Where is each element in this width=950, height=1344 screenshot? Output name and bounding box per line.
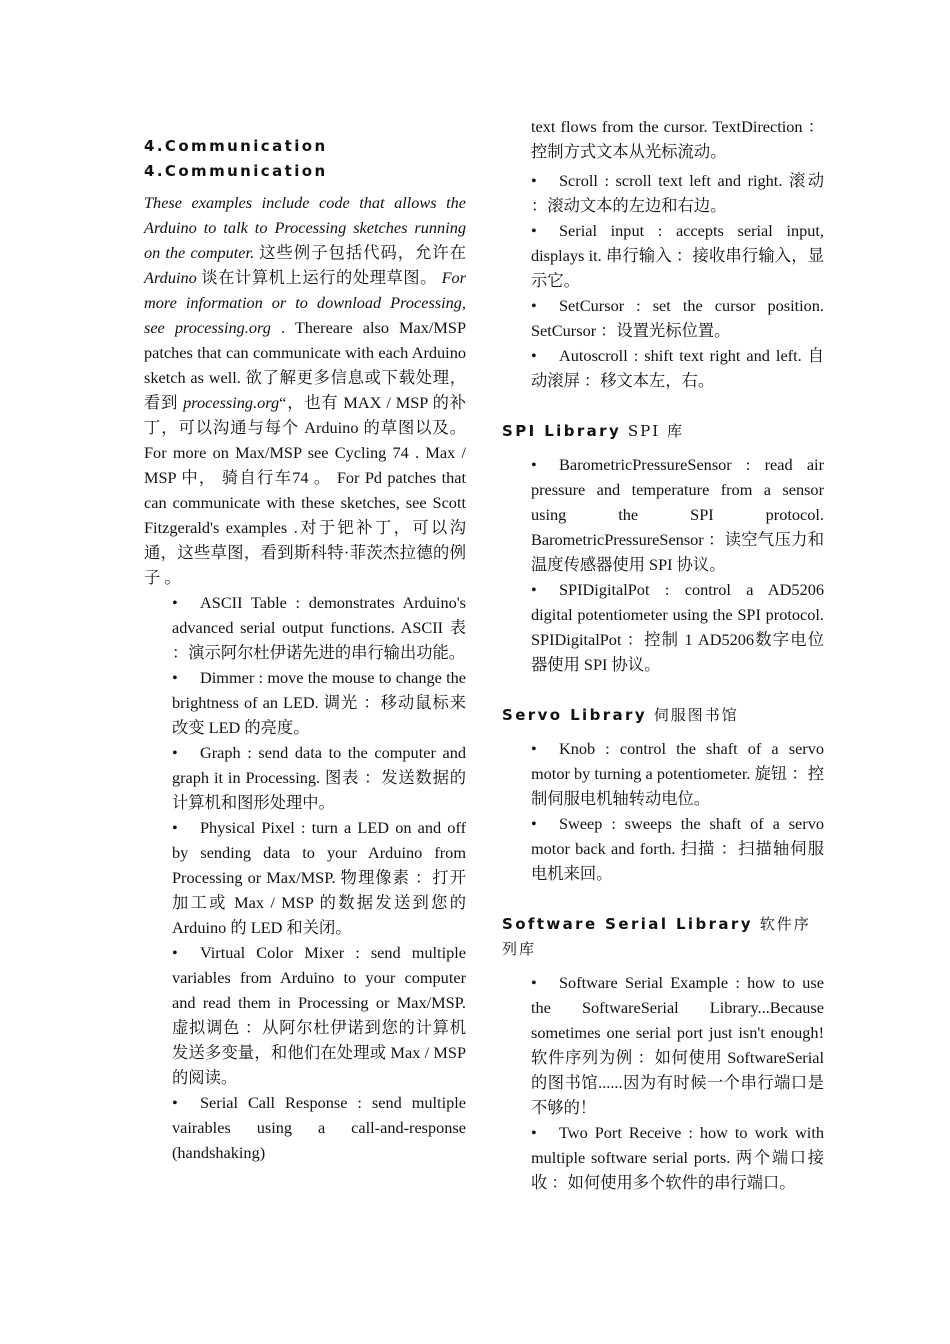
- list-item-setcursor: • SetCursor : set the cursor position. SetCursor ：设置光标位置。: [531, 293, 824, 343]
- list-item-physical-pixel: • Physical Pixel : turn a LED on and off by sending data to your Arduino from Processing or Max/MSP. 物理像素 ：打开加工或 Max / MSP 的数据发送到您的 Arduino 的 LED 和关闭。: [172, 815, 466, 940]
- intro-text-3: . Thereare also Max/MSP patches that can communicate with each Arduino sketch as well. 欲了解更多信息或下载处理，看到: [144, 318, 467, 412]
- spacer: [502, 962, 824, 970]
- list-item-scroll: • Scroll : scroll text left and right. 滚动 ：滚动文本的左边和右边。: [531, 168, 824, 218]
- intro-italic-1: These examples include code that allows the Arduino to talk to Processing sketches running on the computer.: [144, 193, 466, 262]
- section-heading-communication-repeat: 4.Communication: [144, 162, 328, 180]
- servo-example-list: [531, 736, 824, 886]
- spacer: [502, 444, 824, 452]
- left-column: [144, 114, 466, 1165]
- list-item-serial-input: • Serial input : accepts serial input, displays it. 串行输入 ：接收串行输入，显示它。: [531, 218, 824, 293]
- intro-italic-2: Arduino: [144, 268, 197, 287]
- software-serial-example-list: [531, 970, 824, 1195]
- intro-text-2: 谈在计算机上运行的处理草图。: [196, 268, 442, 287]
- section-heading-software-serial-library: Software Serial Library 软件序列库: [502, 915, 811, 958]
- spi-example-list: [531, 452, 824, 677]
- list-item-ascii-table: • ASCII Table : demonstrates Arduino's advanced serial output functions. ASCII 表 ：演示阿尔杜伊诺先进的串行输出功能。: [172, 590, 466, 665]
- lcd-example-list: [531, 168, 824, 393]
- section-heading-servo-library: Servo Library 伺服图书馆: [502, 706, 739, 724]
- list-item-knob: • Knob : control the shaft of a servo motor by turning a potentiometer. 旋钮 ：控制伺服电机轴转动电位。: [531, 736, 824, 811]
- list-item-serial-call-response: • Serial Call Response : send multiple vairables using a call-and-response (handshaking): [172, 1090, 466, 1165]
- list-item-software-serial-example: • Software Serial Example : how to use the SoftwareSerial Library...Because sometimes one serial port just isn't enough! 软件序列为例 ：如何使用 SoftwareSerial 的图书馆......因为有时候一个串行端口是不够的！: [531, 970, 824, 1120]
- intro-italic-3: For more information or to download Processing, see processing.org: [144, 268, 466, 337]
- spacer: [502, 728, 824, 736]
- list-item-barometric-pressure-sensor: • BarometricPressureSensor : read air pressure and temperature from a sensor using the SPI protocol. BarometricPressureSensor ：读空气压力和温度传感器使用 SPI 协议。: [531, 452, 824, 577]
- section-heading-communication: 4.Communication: [144, 137, 328, 155]
- list-item-autoscroll: • Autoscroll : shift text right and left. 自动滚屏 ：移文本左，右。: [531, 343, 824, 393]
- intro-italic-4: processing.org: [183, 393, 280, 412]
- communication-example-list: [172, 590, 466, 1165]
- intro-text-4: “，也有 MAX / MSP 的补丁，可以沟通与每个 Arduino 的草图以及。 For more on Max/MSP see Cycling 74 . Max / MSP 中， 骑自行车74 。 For Pd patches that can communicate with these sketches, see Scott Fitzgerald's examples .对于钯补丁，可以沟通，这些草图，看到斯科特·菲茨杰拉德的例子 。: [144, 393, 466, 587]
- list-item-spi-digital-pot: • SPIDigitalPot : control a AD5206 digital potentiometer using the SPI protocol. SPIDigitalPot ：控制 1 AD5206数字电位器使用 SPI 协议。: [531, 577, 824, 677]
- section-heading-spi-library: SPI Library SPI 库: [502, 422, 684, 440]
- list-item-sweep: • Sweep : sweeps the shaft of a servo motor back and forth. 扫描 ：扫描轴伺服电机来回。: [531, 811, 824, 886]
- spacer: [502, 677, 824, 703]
- list-item-two-port-receive: • Two Port Receive : how to work with multiple software serial ports. 两个端口接收 ：如何使用多个软件的串行端口。: [531, 1120, 824, 1195]
- list-item-dimmer: • Dimmer : move the mouse to change the brightness of an LED. 调光 ：移动鼠标来改变 LED 的亮度。: [172, 665, 466, 740]
- list-item-virtual-color-mixer: • Virtual Color Mixer : send multiple variables from Arduino to your computer and read them in Processing or Max/MSP. 虚拟调色 ：从阿尔杜伊诺到您的计算机发送多变量，和他们在处理或 Max / MSP 的阅读。: [172, 940, 466, 1090]
- list-item-graph: • Graph : send data to the computer and graph it in Processing. 图表 ：发送数据的计算机和图形处理中。: [172, 740, 466, 815]
- spacer: [502, 393, 824, 419]
- continued-list-text: text flows from the cursor. TextDirection ：控制方式文本从光标流动。: [531, 117, 824, 161]
- intro-paragraph: [144, 190, 466, 590]
- spacer: [502, 886, 824, 912]
- right-column: [502, 114, 824, 1195]
- intro-text-1: 这些例子包括代码，允许在: [254, 243, 466, 262]
